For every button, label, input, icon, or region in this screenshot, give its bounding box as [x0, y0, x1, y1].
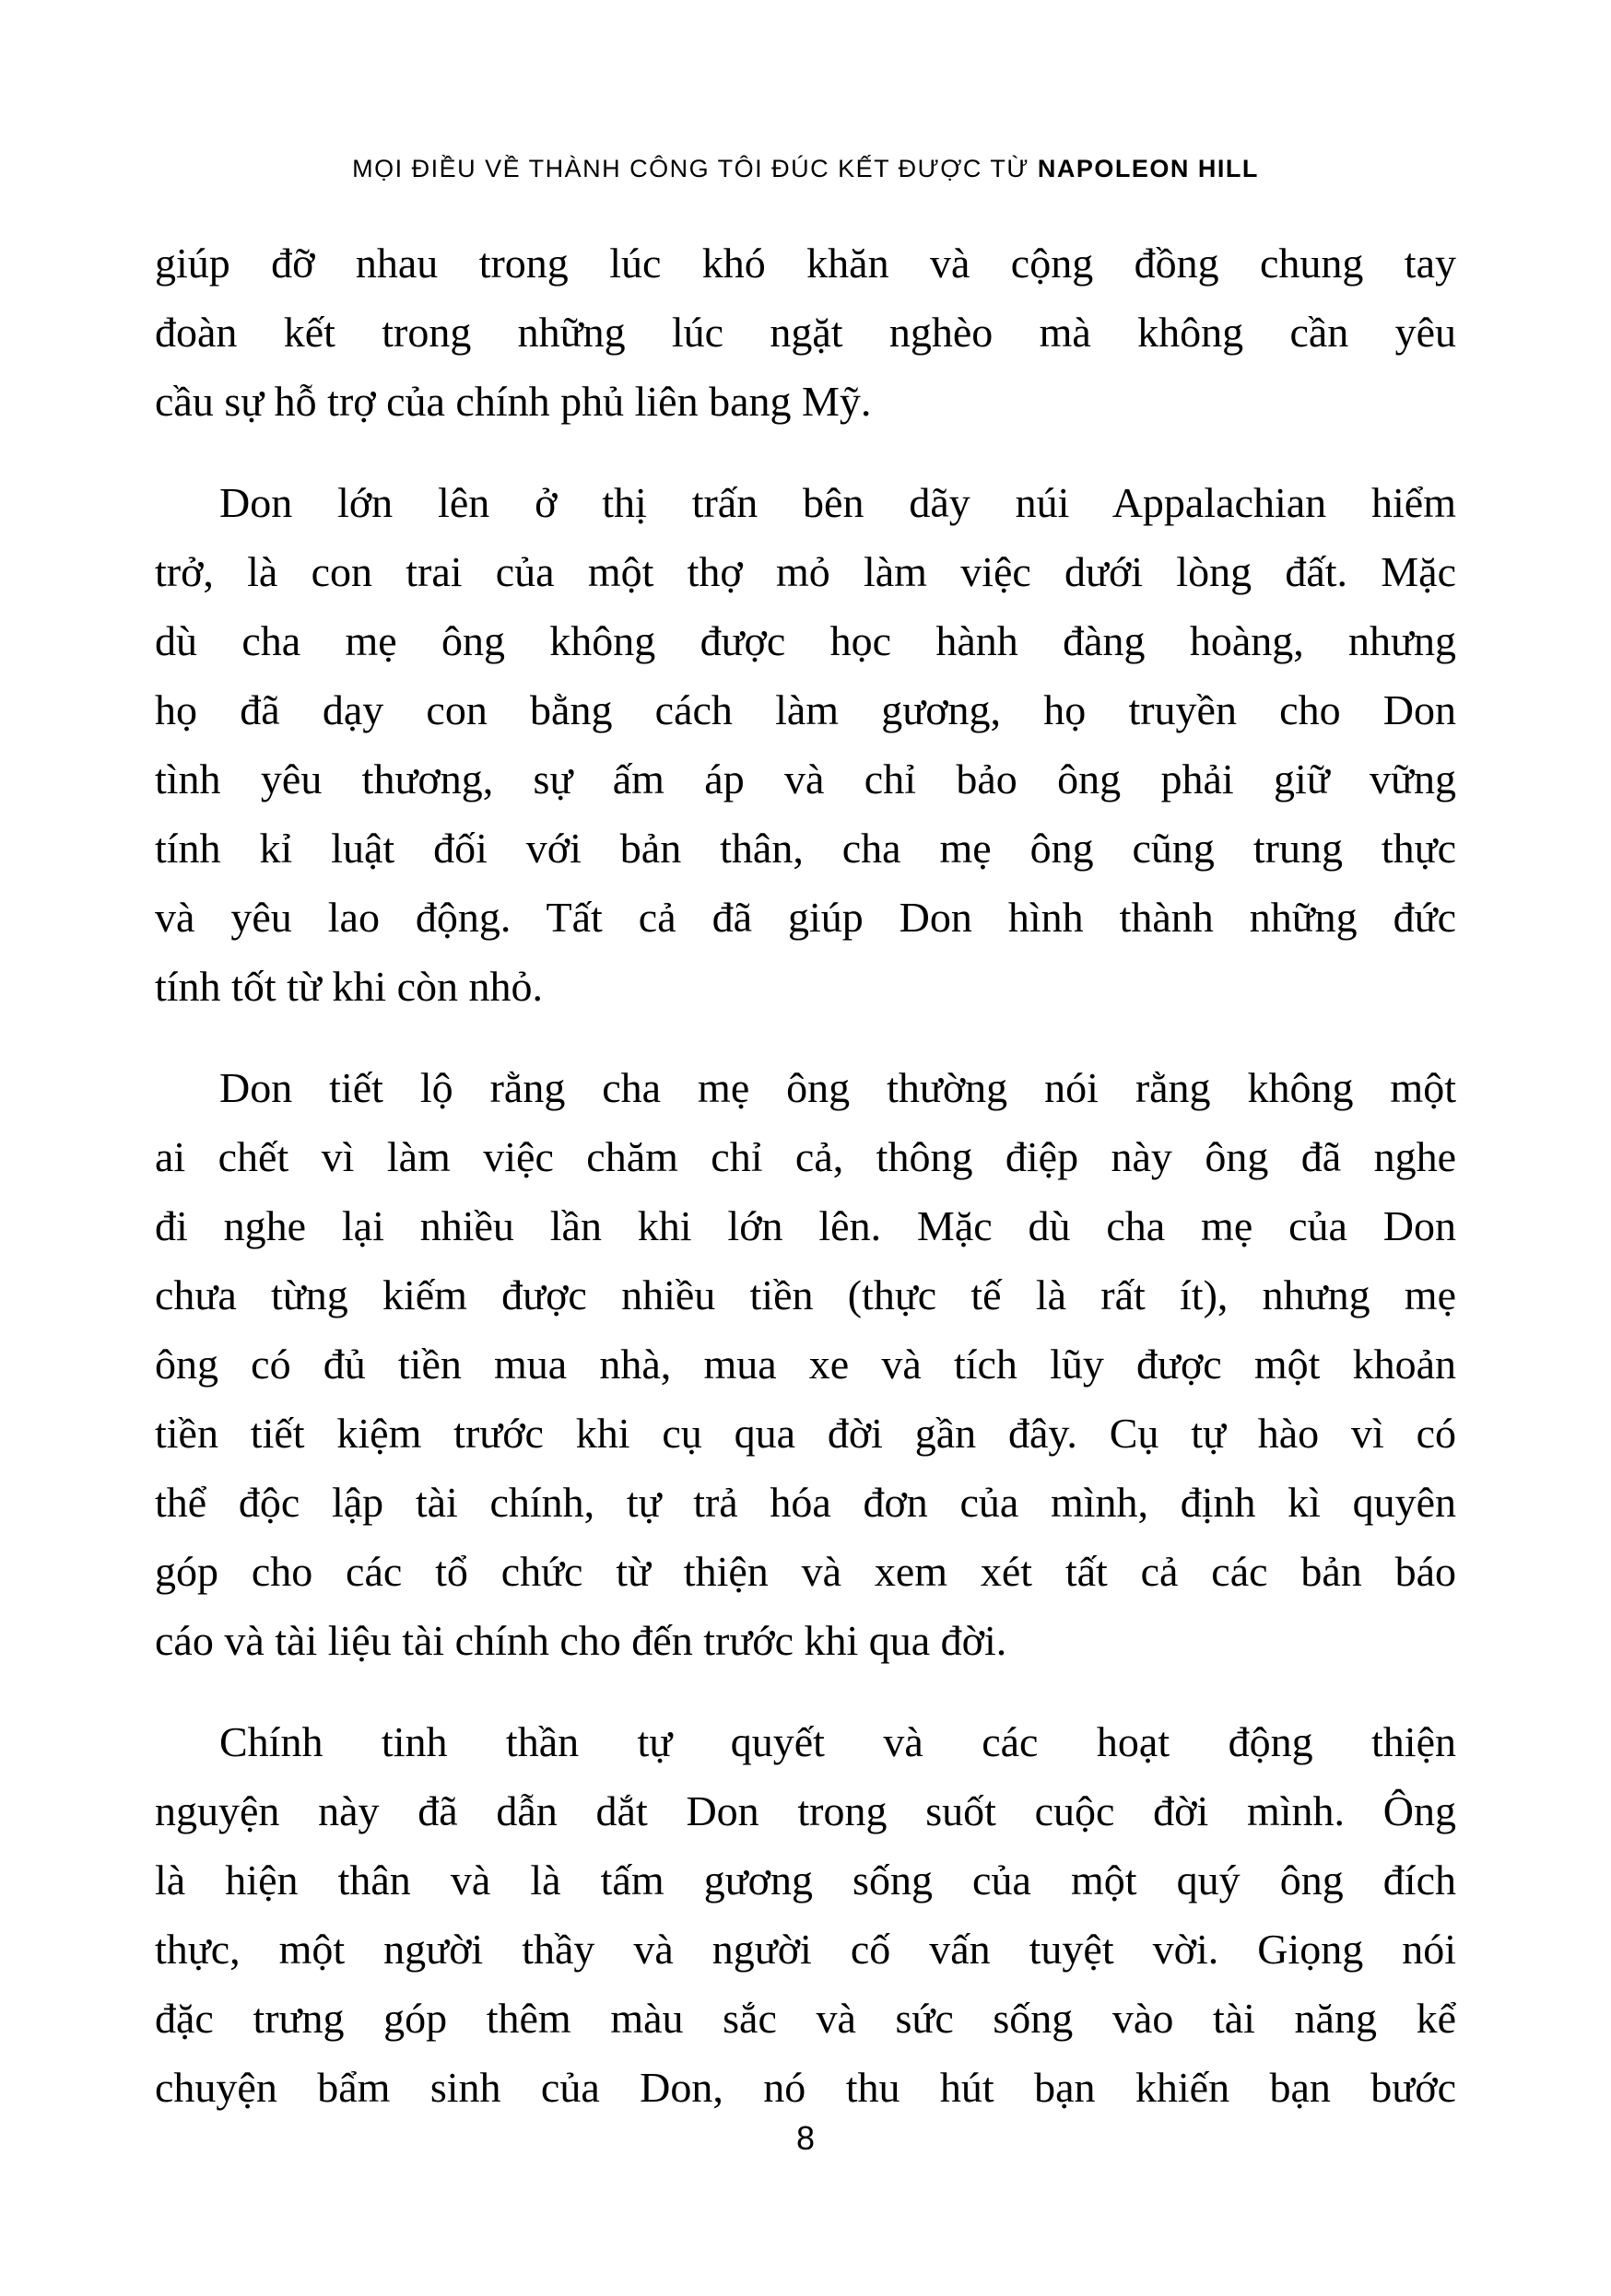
paragraph-1 — [155, 228, 1456, 436]
text-line: cáo và tài liệu tài chính cho đến trước khi qua đời. — [155, 1617, 1007, 1664]
text-line: dù cha mẹ ông không được học hành đàng hoàng, nhưng — [155, 617, 1456, 664]
running-header-title: MỌI ĐIỀU VỀ THÀNH CÔNG TÔI ĐÚC KẾT ĐƯỢC TỪ — [352, 155, 1038, 182]
text-line: góp cho các tổ chức từ thiện và xem xét tất cả các bản báo — [155, 1548, 1456, 1595]
text-line: thực, một người thầy và người cố vấn tuyệt vời. Giọng nói — [155, 1926, 1456, 1973]
text-line: nguyện này đã dẫn dắt Don trong suốt cuộc đời mình. Ông — [155, 1787, 1456, 1834]
text-line: tình yêu thương, sự ấm áp và chỉ bảo ông phải giữ vững — [155, 756, 1456, 802]
running-header-author: NAPOLEON HILL — [1037, 155, 1259, 182]
text-line: thể độc lập tài chính, tự trả hóa đơn của mình, định kì quyên — [155, 1479, 1456, 1526]
text-line: đi nghe lại nhiều lần khi lớn lên. Mặc dù cha mẹ của Don — [155, 1202, 1456, 1249]
paragraph-3 — [155, 1053, 1456, 1675]
text-line: trở, là con trai của một thợ mỏ làm việc dưới lòng đất. Mặc — [155, 548, 1456, 595]
text-line: tiền tiết kiệm trước khi cụ qua đời gần đây. Cụ tự hào vì có — [155, 1410, 1456, 1457]
running-header — [0, 155, 1611, 183]
text-line: đặc trưng góp thêm màu sắc và sức sống vào tài năng kể — [155, 1995, 1456, 2042]
text-line: chưa từng kiếm được nhiều tiền (thực tế là rất ít), nhưng mẹ — [155, 1271, 1456, 1318]
text-line: đoàn kết trong những lúc ngặt nghèo mà không cần yêu — [155, 309, 1456, 356]
text-line: chuyện bẩm sinh của Don, nó thu hút bạn khiến bạn bước — [155, 2064, 1456, 2111]
text-line: tính tốt từ khi còn nhỏ. — [155, 963, 544, 1010]
text-line: là hiện thân và là tấm gương sống của một quý ông đích — [155, 1857, 1456, 1904]
text-line: Chính tinh thần tự quyết và các hoạt động thiện — [219, 1718, 1456, 1765]
paragraph-4 — [155, 1707, 1456, 2122]
text-line: Don lớn lên ở thị trấn bên dãy núi Appalachian hiểm — [219, 479, 1456, 526]
text-line: tính kỉ luật đối với bản thân, cha mẹ ông cũng trung thực — [155, 825, 1456, 872]
text-line: ai chết vì làm việc chăm chỉ cả, thông điệp này ông đã nghe — [155, 1133, 1456, 1180]
text-line: và yêu lao động. Tất cả đã giúp Don hình thành những đức — [155, 894, 1456, 941]
text-line: họ đã dạy con bằng cách làm gương, họ truyền cho Don — [155, 686, 1456, 733]
text-line: cầu sự hỗ trợ của chính phủ liên bang Mỹ. — [155, 378, 872, 425]
page-number: 8 — [795, 2119, 816, 2157]
paragraph-2 — [155, 468, 1456, 1021]
text-line: Don tiết lộ rằng cha mẹ ông thường nói rằng không một — [219, 1064, 1456, 1111]
text-line: giúp đỡ nhau trong lúc khó khăn và cộng đồng chung tay — [155, 240, 1456, 287]
body-text — [155, 228, 1456, 2154]
text-line: ông có đủ tiền mua nhà, mua xe và tích lũy được một khoản — [155, 1341, 1456, 1388]
